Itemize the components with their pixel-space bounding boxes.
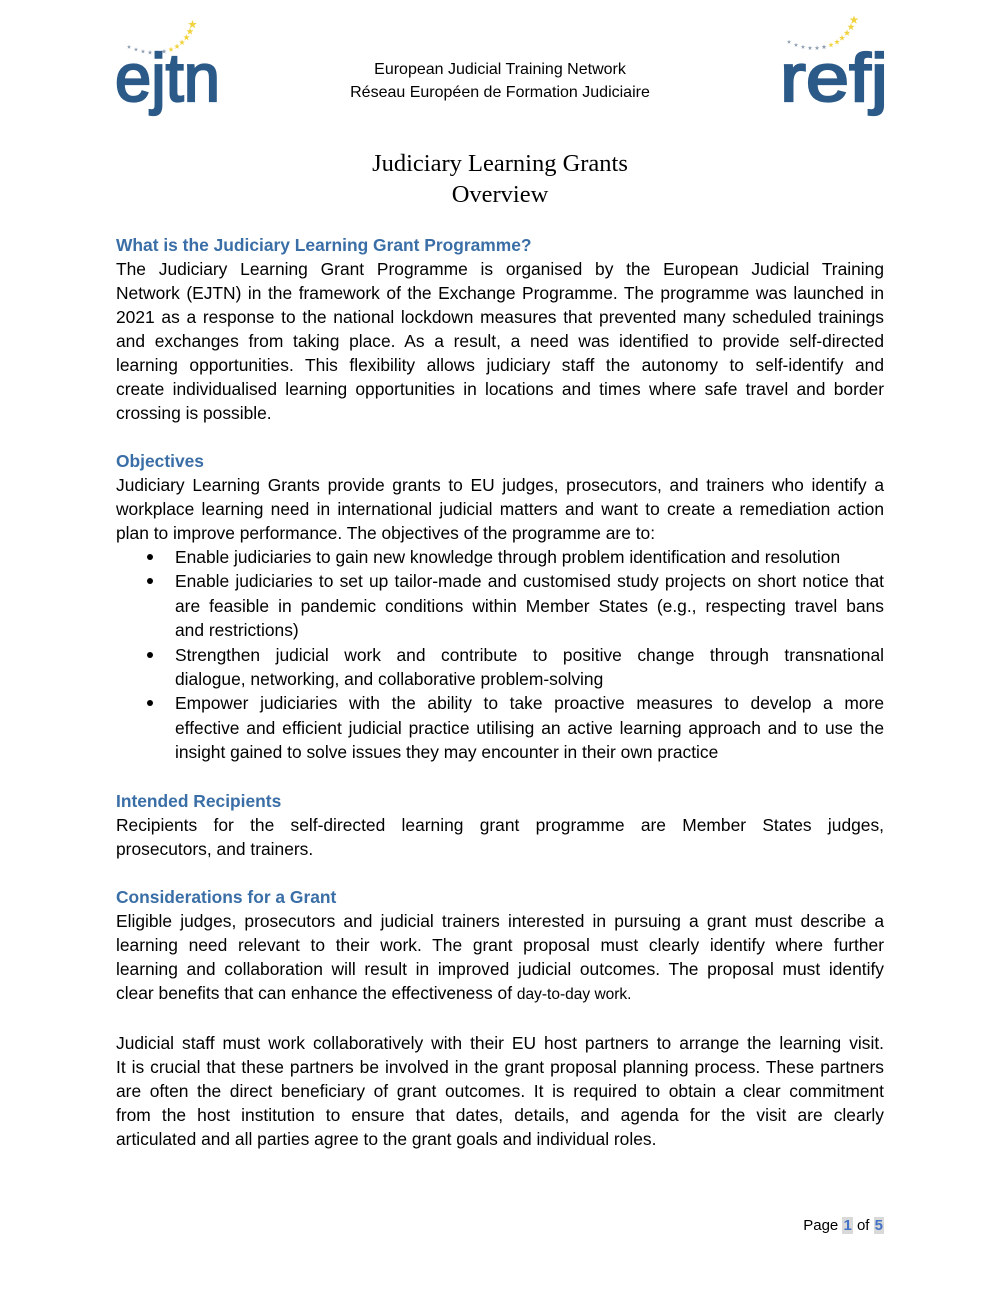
section-objectives <box>116 449 884 765</box>
page-label: Page <box>803 1217 839 1234</box>
bullet-line: Strengthen judicial work and contribute to positive change through transnational <box>175 644 884 665</box>
section-heading: What is the Judiciary Learning Grant Programme? <box>116 235 532 255</box>
page-title <box>200 148 800 210</box>
section-heading: Objectives <box>116 451 204 471</box>
bullet-dot-icon <box>147 652 153 658</box>
paragraph-line: learning and collaboration will result in improved judicial outcomes. The proposal must identify <box>116 958 884 979</box>
section-heading: Considerations for a Grant <box>116 886 337 907</box>
bullet-line: Enable judiciaries to gain new knowledge through problem identification and resolution <box>175 547 841 567</box>
bullet-line: Empower judiciaries with the ability to take proactive measures to develop a more <box>175 693 884 714</box>
paragraph-line: learning opportunities. This flexibility allows judiciary staff the autonomy to self-identify and <box>116 355 884 375</box>
refj-logo <box>770 8 900 120</box>
paragraph-line: plan to improve performance. The objectives of the programme are to: <box>116 523 656 543</box>
current-page-number: 1 <box>843 1217 852 1234</box>
paragraph-line: from the host institution to ensure that dates, details, and agenda for the visit are clearly <box>116 1104 884 1125</box>
paragraph-line: Network (EJTN) in the framework of the Exchange Programme. The programme was launched in <box>116 283 884 303</box>
bullet-line: and restrictions) <box>175 620 299 641</box>
bullet-dot-icon <box>147 700 153 706</box>
bullet-line: are feasible in pandemic conditions within Member States (e.g., respecting travel bans <box>175 595 884 616</box>
star-icon <box>186 28 193 35</box>
bullet-item <box>116 545 884 569</box>
section-what-is-programme <box>116 233 884 425</box>
paragraph-line: learning need relevant to their work. The grant proposal must clearly identify where further <box>116 934 884 955</box>
section-considerations <box>116 885 884 1151</box>
section-heading: Intended Recipients <box>116 790 282 811</box>
title-subtitle: Overview <box>451 181 549 208</box>
paragraph-line: create individualised learning opportunities in locations and times where safe travel and border <box>116 379 884 399</box>
paragraph-line: and exchanges from taking place. As a result, a need was identified to provide self-directed <box>116 331 884 351</box>
bullet-dot-icon <box>147 554 153 560</box>
document-body <box>116 233 884 1151</box>
paragraph-line: Recipients for the self-directed learning grant programme are Member States judges, <box>116 814 884 835</box>
paragraph-line: Judicial staff must work collaboratively with their EU host partners to arrange the learning visit. <box>116 1032 884 1053</box>
paragraph-line: prosecutors, and trainers. <box>116 838 314 859</box>
paragraph-line <box>116 981 884 1007</box>
bullet-line: dialogue, networking, and collaborative problem-solving <box>175 669 604 690</box>
paragraph-line: The Judiciary Learning Grant Programme is organised by the European Judicial Training <box>116 259 884 279</box>
paragraph-line: workplace learning need in international judicial matters and want to create a remediation action <box>116 499 884 519</box>
organisation-name-en: European Judicial Training Network <box>374 61 626 78</box>
section-intended-recipients <box>116 789 884 861</box>
organisation-name-fr: Réseau Européen de Formation Judiciaire <box>350 84 650 101</box>
refj-logo-text: refj <box>780 40 888 116</box>
star-icon <box>844 30 851 36</box>
star-icon <box>188 20 197 28</box>
star-icon <box>850 15 859 23</box>
organisation-name <box>250 58 750 104</box>
of-label: of <box>856 1217 870 1234</box>
ejtn-logo-text: ejtn <box>115 40 220 116</box>
small-line-text: day-to-day work. <box>516 985 632 1003</box>
ejtn-logo <box>105 10 235 120</box>
paragraph-line: crossing is possible. <box>116 403 272 423</box>
paragraph-line: are often the direct beneficiary of grant outcomes. It is required to obtain a clear commitment <box>116 1080 884 1101</box>
paragraph-line: 2021 as a response to the national lockdown measures that prevented many scheduled trainings <box>116 307 884 327</box>
paragraph-line: articulated and all parties agree to the grant goals and individual roles. <box>116 1128 657 1149</box>
paragraph <box>116 1031 884 1151</box>
line-text: clear benefits that can enhance the effectiveness of <box>116 982 517 1003</box>
bullet-line: Enable judiciaries to set up tailor-made and customised study projects on short notice that <box>175 571 884 592</box>
bullet-dot-icon <box>147 578 153 584</box>
page-footer <box>803 1214 884 1238</box>
total-pages-number: 5 <box>874 1217 883 1234</box>
bullet-item <box>116 643 884 692</box>
star-icon <box>847 23 854 30</box>
paragraph-line: Eligible judges, prosecutors and judicial trainers interested in pursuing a grant must describe a <box>116 910 884 931</box>
paragraph-line: It is crucial that these partners be involved in the grant proposal planning process. These partners <box>116 1056 884 1077</box>
bullet-line: effective and efficient judicial practice utilising an active learning approach and to use the <box>175 717 884 738</box>
paragraph-line: Judiciary Learning Grants provide grants to EU judges, prosecutors, and trainers who identify a <box>116 475 884 495</box>
bullet-line: insight gained to solve issues they may encounter in their own practice <box>175 742 719 763</box>
title-line: Judiciary Learning Grants <box>372 150 628 177</box>
bullet-item <box>116 691 884 764</box>
bullet-item <box>116 569 884 642</box>
